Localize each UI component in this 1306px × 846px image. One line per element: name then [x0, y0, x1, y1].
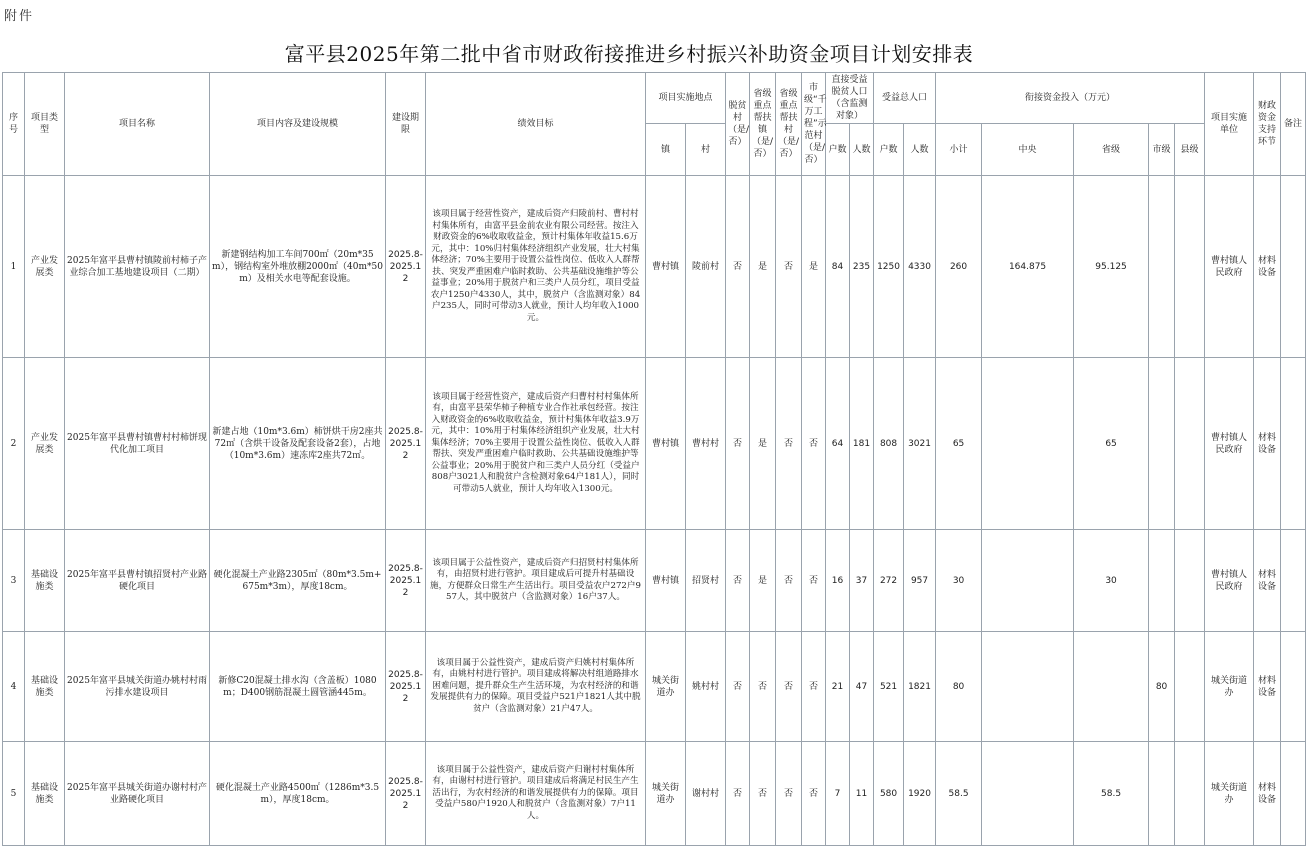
table-row [3, 632, 1306, 742]
header-direct-persons: 人数 [850, 124, 874, 176]
cell-remark [1281, 176, 1306, 358]
cell-seq: 5 [3, 742, 25, 846]
cell-subtotal: 30 [936, 530, 982, 632]
cell-content: 新建钢结构加工车间700㎡（20m*35m），钢结构室外堆放棚2000㎡（40m*50m）及相关水电等配套设施。 [210, 176, 386, 358]
cell-provincial: 65 [1074, 358, 1149, 530]
cell-support: 材料设备 [1254, 358, 1281, 530]
header-provincial: 省级 [1074, 124, 1149, 176]
cell-prov-village: 否 [776, 176, 802, 358]
cell-town: 曹村镇 [646, 358, 686, 530]
cell-poor-village: 否 [726, 530, 750, 632]
cell-city [1149, 176, 1175, 358]
cell-total-persons: 1920 [904, 742, 936, 846]
cell-prov-town: 否 [750, 632, 776, 742]
cell-period: 2025.8-2025.12 [386, 358, 426, 530]
cell-name: 2025年富平县曹村镇陵前村柿子产业综合加工基地建设项目（二期） [65, 176, 210, 358]
cell-poor-village: 否 [726, 742, 750, 846]
project-table-container[interactable] [2, 72, 1303, 843]
cell-support: 材料设备 [1254, 742, 1281, 846]
cell-unit: 城关街道办 [1205, 632, 1254, 742]
table-body [3, 176, 1306, 846]
cell-city: 80 [1149, 632, 1175, 742]
cell-total-households: 521 [874, 632, 904, 742]
cell-direct-persons: 235 [850, 176, 874, 358]
header-prov-town: 省级重点帮扶镇（是/否） [750, 73, 776, 176]
cell-town: 城关街道办 [646, 742, 686, 846]
cell-prov-town: 否 [750, 742, 776, 846]
cell-remark [1281, 358, 1306, 530]
header-period: 建设期限 [386, 73, 426, 176]
cell-village: 姚村村 [686, 632, 726, 742]
cell-seq: 4 [3, 632, 25, 742]
header-location: 项目实施地点 [646, 73, 726, 124]
cell-county [1175, 358, 1205, 530]
header-direct-benefit: 直接受益脱贫人口（含监测对象） [826, 73, 874, 124]
cell-provincial: 95.125 [1074, 176, 1149, 358]
header-city: 市级 [1149, 124, 1175, 176]
cell-goal: 该项目属于公益性资产，建成后资产归招贤村村集体所有，由招贤村进行管护。项目建成后可提升村基础设施，方便群众日常生产生活出行。项目受益农户272户957人，其中脱贫户（含监测对象）16户37人。 [426, 530, 646, 632]
cell-total-households: 580 [874, 742, 904, 846]
cell-poor-village: 否 [726, 358, 750, 530]
cell-direct-persons: 181 [850, 358, 874, 530]
cell-city-demo: 否 [802, 358, 826, 530]
cell-remark [1281, 632, 1306, 742]
cell-seq: 1 [3, 176, 25, 358]
cell-period: 2025.8-2025.12 [386, 176, 426, 358]
cell-total-persons: 4330 [904, 176, 936, 358]
header-direct-households: 户数 [826, 124, 850, 176]
cell-seq: 3 [3, 530, 25, 632]
cell-type: 基础设施类 [25, 742, 65, 846]
cell-unit: 曹村镇人民政府 [1205, 358, 1254, 530]
cell-prov-village: 否 [776, 530, 802, 632]
header-goal: 绩效目标 [426, 73, 646, 176]
header-unit: 项目实施单位 [1205, 73, 1254, 176]
cell-prov-town: 是 [750, 530, 776, 632]
cell-support: 材料设备 [1254, 530, 1281, 632]
cell-subtotal: 260 [936, 176, 982, 358]
header-total-households: 户数 [874, 124, 904, 176]
cell-total-households: 1250 [874, 176, 904, 358]
cell-goal: 该项目属于经营性资产，建成后资产归曹村村村集体所有，由富平县荣华柿子种植专业合作社承包经营。按注入财政资金的6%收取收益金，预计村集体年收益3.9万元，其中：10%用于村集体经济组织产业发展，壮大村集体经济；70%主要用于设置公益性岗位、低收入人群帮扶、突发严重困难户临时救助、公共基础设施维护等公益事业；20%用于脱贫户和三类户人员分红（受益户808户3021人和脱贫户含检测对象64户181人），同时可带动5人就业，预计人均年收入1300元。 [426, 358, 646, 530]
cell-direct-persons: 37 [850, 530, 874, 632]
header-total-persons: 人数 [904, 124, 936, 176]
cell-town: 曹村镇 [646, 530, 686, 632]
cell-direct-households: 64 [826, 358, 850, 530]
cell-total-persons: 1821 [904, 632, 936, 742]
cell-village: 谢村村 [686, 742, 726, 846]
cell-period: 2025.8-2025.12 [386, 530, 426, 632]
cell-prov-village: 否 [776, 632, 802, 742]
table-row [3, 176, 1306, 358]
header-prov-village: 省级重点帮扶村（是/否） [776, 73, 802, 176]
header-type: 项目类型 [25, 73, 65, 176]
header-village: 村 [686, 124, 726, 176]
cell-county [1175, 176, 1205, 358]
cell-direct-households: 16 [826, 530, 850, 632]
header-city-demo: 市级“千万工程”示范村（是/否） [802, 73, 826, 176]
header-central: 中央 [982, 124, 1074, 176]
cell-prov-village: 否 [776, 358, 802, 530]
cell-type: 产业发展类 [25, 358, 65, 530]
cell-content: 新修C20混凝土排水沟（含盖板）1080m；D400钢筋混凝土圆管涵445m。 [210, 632, 386, 742]
cell-total-persons: 957 [904, 530, 936, 632]
cell-village: 曹村村 [686, 358, 726, 530]
header-total-benefit: 受益总人口 [874, 73, 936, 124]
project-table [2, 72, 1306, 846]
cell-goal: 该项目属于经营性资产，建成后资产归陵前村、曹村村村集体所有，由富平县金前农业有限公司经营。按注入财政资金的6%收取收益金，预计村集体年收益15.6万元，其中：10%归村集体经济组织产业发展，壮大村集体经济；70%主要用于设置公益性岗位、低收入人群帮扶、突发严重困难户临时救助、公共基础设施维护等公益事业；20%用于脱贫户和三类户人员分红，项目受益农户1250户4330人，其中，脱贫户（含监测对象）84户235人，同时可带动3人就业，预计人均年收入1000元。 [426, 176, 646, 358]
cell-subtotal: 80 [936, 632, 982, 742]
cell-name: 2025年富平县曹村镇曹村村柿饼现代化加工项目 [65, 358, 210, 530]
cell-city [1149, 742, 1175, 846]
cell-county [1175, 530, 1205, 632]
cell-name: 2025年富平县城关街道办谢村村产业路硬化项目 [65, 742, 210, 846]
cell-direct-households: 84 [826, 176, 850, 358]
table-row [3, 742, 1306, 846]
cell-prov-village: 否 [776, 742, 802, 846]
cell-city-demo: 否 [802, 632, 826, 742]
cell-subtotal: 58.5 [936, 742, 982, 846]
cell-central [982, 358, 1074, 530]
cell-village: 招贤村 [686, 530, 726, 632]
cell-city-demo: 否 [802, 742, 826, 846]
cell-direct-households: 7 [826, 742, 850, 846]
cell-direct-persons: 47 [850, 632, 874, 742]
cell-subtotal: 65 [936, 358, 982, 530]
cell-direct-persons: 11 [850, 742, 874, 846]
header-funds: 衔接资金投入（万元） [936, 73, 1205, 124]
header-remark: 备注 [1281, 73, 1306, 176]
cell-direct-households: 21 [826, 632, 850, 742]
cell-county [1175, 742, 1205, 846]
cell-type: 基础设施类 [25, 632, 65, 742]
cell-poor-village: 否 [726, 632, 750, 742]
cell-total-households: 808 [874, 358, 904, 530]
header-support: 财政资金支持环节 [1254, 73, 1281, 176]
table-row [3, 530, 1306, 632]
cell-total-persons: 3021 [904, 358, 936, 530]
cell-type: 基础设施类 [25, 530, 65, 632]
header-county: 县级 [1175, 124, 1205, 176]
cell-provincial: 30 [1074, 530, 1149, 632]
cell-support: 材料设备 [1254, 176, 1281, 358]
cell-central: 164.875 [982, 176, 1074, 358]
header-content: 项目内容及建设规模 [210, 73, 386, 176]
cell-county [1175, 632, 1205, 742]
cell-unit: 城关街道办 [1205, 742, 1254, 846]
page-title: 富平县2025年第二批中省市财政衔接推进乡村振兴补助资金项目计划安排表 [284, 42, 974, 66]
cell-city [1149, 358, 1175, 530]
cell-name: 2025年富平县曹村镇招贤村产业路硬化项目 [65, 530, 210, 632]
cell-central [982, 530, 1074, 632]
cell-seq: 2 [3, 358, 25, 530]
cell-prov-town: 是 [750, 358, 776, 530]
cell-city [1149, 530, 1175, 632]
cell-support: 材料设备 [1254, 632, 1281, 742]
cell-type: 产业发展类 [25, 176, 65, 358]
header-seq: 序号 [3, 73, 25, 176]
cell-unit: 曹村镇人民政府 [1205, 176, 1254, 358]
cell-remark [1281, 742, 1306, 846]
cell-remark [1281, 530, 1306, 632]
cell-goal: 该项目属于公益性资产，建成后资产归谢村村集体所有，由谢村村进行管护。项目建成后将满足村民生产生活出行，为农村经济的和谐发展提供有力的保障。项目受益户580户1920人和脱贫户（含监测对象）7户11人。 [426, 742, 646, 846]
cell-goal: 该项目属于公益性资产，建成后资产归姚村村集体所有，由姚村村进行管护。项目建成将解决村组道路排水困难问题，提升群众生产生活环境，为农村经济的和谐发展提供有力的保障。项目受益户521户1821人其中脱贫户（含监测对象）21户47人。 [426, 632, 646, 742]
cell-provincial [1074, 632, 1149, 742]
cell-content: 硬化混凝土产业路4500㎡（1286m*3.5m），厚度18cm。 [210, 742, 386, 846]
table-row [3, 358, 1306, 530]
cell-name: 2025年富平县城关街道办姚村村雨污排水建设项目 [65, 632, 210, 742]
cell-poor-village: 否 [726, 176, 750, 358]
cell-town: 曹村镇 [646, 176, 686, 358]
cell-period: 2025.8-2025.12 [386, 632, 426, 742]
cell-prov-town: 是 [750, 176, 776, 358]
cell-total-households: 272 [874, 530, 904, 632]
cell-city-demo: 是 [802, 176, 826, 358]
cell-content: 硬化混凝土产业路2305㎡（80m*3.5m+675m*3m），厚度18cm。 [210, 530, 386, 632]
cell-central [982, 632, 1074, 742]
cell-period: 2025.8-2025.12 [386, 742, 426, 846]
annex-label: 附件 [4, 9, 35, 24]
cell-content: 新建占地（10m*3.6m）柿饼烘干房2座共72㎡（含烘干设备及配套设备2套），占地（10m*3.6m）速冻库2座共72㎡。 [210, 358, 386, 530]
cell-village: 陵前村 [686, 176, 726, 358]
header-name: 项目名称 [65, 73, 210, 176]
cell-city-demo: 否 [802, 530, 826, 632]
cell-unit: 曹村镇人民政府 [1205, 530, 1254, 632]
cell-provincial: 58.5 [1074, 742, 1149, 846]
header-poor-village: 脱贫村（是/否） [726, 73, 750, 176]
header-subtotal: 小计 [936, 124, 982, 176]
cell-town: 城关街道办 [646, 632, 686, 742]
cell-central [982, 742, 1074, 846]
header-town: 镇 [646, 124, 686, 176]
